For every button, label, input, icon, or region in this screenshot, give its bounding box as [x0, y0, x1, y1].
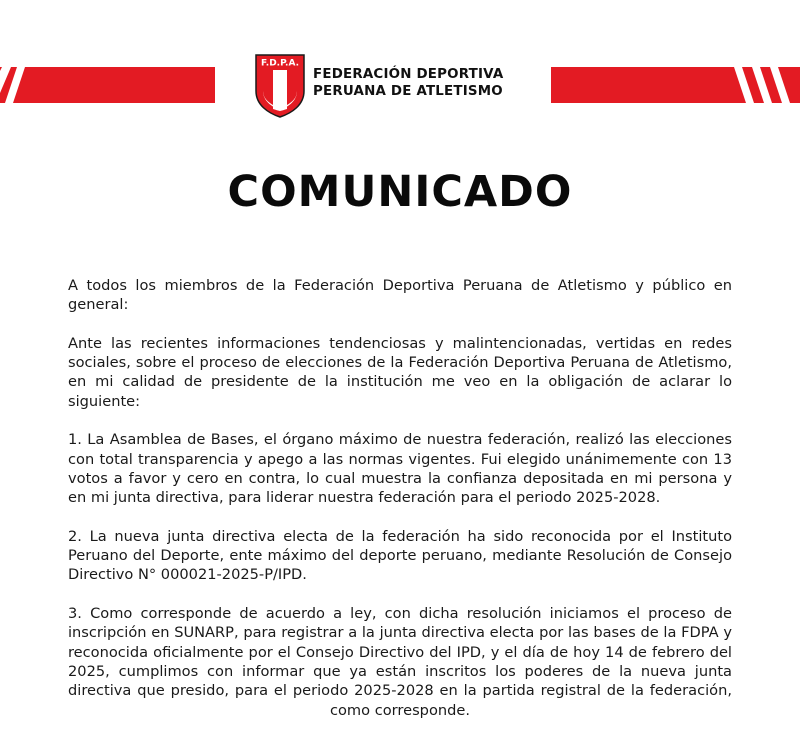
page-title: COMUNICADO: [227, 167, 573, 217]
fdpa-logo: [254, 53, 306, 119]
document-body: [68, 276, 732, 739]
paragraph-point-2: 2. La nueva junta directiva electa de la federación ha sido reconocida por el Instituto Peruano del Deporte, ente máximo del deporte peruano, mediante Resolución de Consejo Directivo N° 000021-2025-P/IPD.: [68, 527, 732, 584]
organization-name: [313, 66, 503, 100]
paragraph-point-3: 3. Como corresponde de acuerdo a ley, con dicha resolución iniciamos el proceso de inscripción en SUNARP, para registrar a la junta directiva electa por las bases de la FDPA y reconocida oficialmente por el Consejo Directivo del IPD, y el día de hoy 14 de febrero del 2025, cumplimos con informar que ya están inscritos los poderes de la nueva junta directiva que presido, para el periodo 2025-2028 en la partida registral de la federación, como corresponde.: [68, 605, 732, 719]
paragraph-point-1: 1. La Asamblea de Bases, el órgano máximo de nuestra federación, realizó las elecciones con total transparencia y apego a las normas vigentes. Fui elegido unánimemente con 13 votos a favor y cero en contra, lo cual muestra la confianza depositada en mi persona y en mi junta directiva, para liderar nuestra federación para el periodo 2025-2028.: [68, 431, 732, 507]
right-red-stripe-band: [551, 67, 800, 103]
paragraph-greeting: A todos los miembros de la Federación Deportiva Peruana de Atletismo y público en general:: [68, 277, 732, 314]
paragraph-intro: Ante las recientes informaciones tendenciosas y malintencionadas, vertidas en redes sociales, sobre el proceso de elecciones de la Federación Deportiva Peruana de Atletismo, en mi calidad de presidente de la institución me veo en la obligación de aclarar lo siguiente:: [68, 334, 732, 410]
logo-text: F.D.P.A.: [260, 58, 300, 69]
left-red-stripe-band: [0, 67, 215, 103]
org-name-line2: PERUANA DE ATLETISMO: [313, 84, 503, 99]
org-name-line1: FEDERACIÓN DEPORTIVA: [313, 67, 504, 82]
